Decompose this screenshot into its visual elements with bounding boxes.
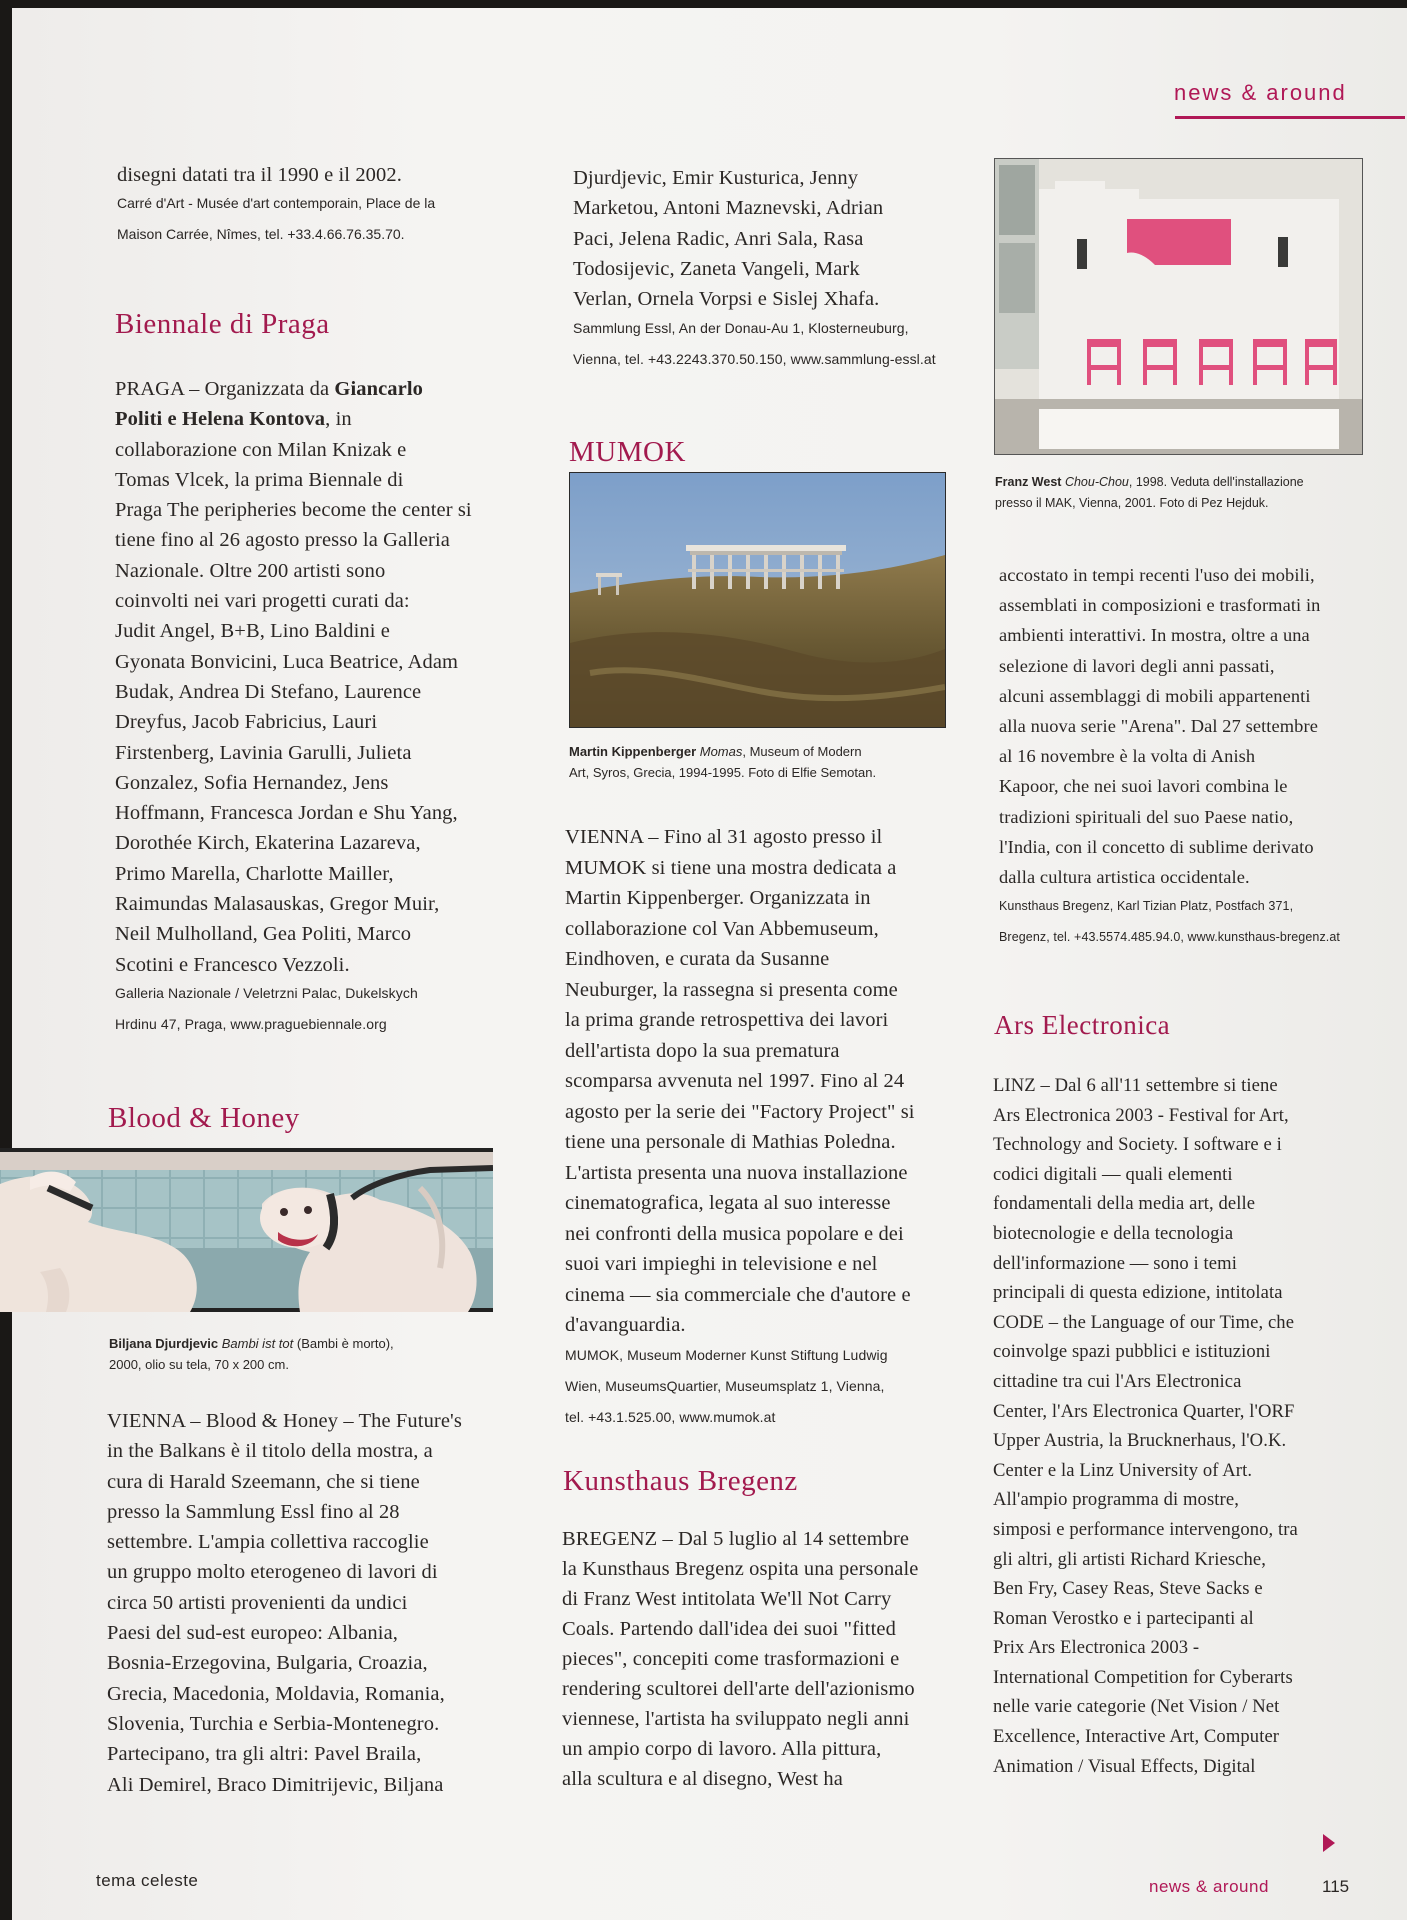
ars-line: fondamentali della media art, delle — [993, 1193, 1256, 1215]
carre-tail — [117, 160, 537, 250]
mumok-line: scomparsa avvenuta nel 1997. Fino al 24 — [565, 1070, 905, 1092]
mumok-line: collaborazione col Van Abbemuseum, — [565, 917, 879, 940]
west-caption — [995, 472, 1375, 514]
ars-line: Prix Ars Electronica 2003 - — [993, 1637, 1200, 1659]
praga-line: Primo Marella, Charlotte Mailler, — [115, 862, 394, 885]
bregenz-info-line2: Bregenz, tel. +43.5574.485.94.0, www.kunsthaus-bregenz.at — [999, 930, 1340, 945]
blood-line: presso la Sammlung Essl fino al 28 — [107, 1500, 400, 1523]
bregenz-cont-line: tradizioni spirituali del suo Paese natio, — [999, 806, 1294, 827]
mumok-line: L'artista presenta una nuova installazione — [565, 1161, 908, 1184]
praga-line: Nazionale. Oltre 200 artisti sono — [115, 559, 386, 582]
bregenz-line: pieces", concepiti come trasformazioni e — [562, 1648, 900, 1670]
blood-honey-article — [107, 1406, 527, 1800]
praga-info-line2: Hrdinu 47, Praga, www.praguebiennale.org — [115, 1015, 387, 1032]
bregenz-cont-line: alcuni assemblaggi di mobili appartenenti — [999, 685, 1311, 706]
blood-cont-line: Djurdjevic, Emir Kusturica, Jenny — [573, 167, 859, 189]
praga-line: tiene fino al 26 agosto presso la Galleria — [115, 529, 450, 552]
mumok-line: la prima grande retrospettiva dei lavori — [565, 1009, 889, 1031]
dogs-caption-line1: Biljana Djurdjevic Bambi ist tot (Bambi è morto), — [109, 1336, 394, 1351]
bregenz-line: alla scultura e al disegno, West ha — [562, 1768, 843, 1790]
ars-line: principali di questa edizione, intitolata — [993, 1282, 1283, 1304]
ars-line: gli altri, gli artisti Richard Kriesche, — [993, 1548, 1267, 1570]
blood-line: Slovenia, Turchia e Serbia-Montenegro. — [107, 1712, 440, 1735]
blood-cont-line: Verlan, Ornela Vorpsi e Sislej Xhafa. — [573, 288, 880, 311]
ars-line: Center e la Linz University of Art. — [993, 1459, 1253, 1481]
mumok-info-line2: Wien, MuseumsQuartier, Museumsplatz 1, Vienna, — [565, 1377, 885, 1394]
dogs-painting-illustration — [0, 1148, 493, 1312]
blood-cont-line: Paci, Jelena Radic, Anri Sala, Rasa — [573, 227, 864, 250]
mumok-line: tiene una personale di Mathias Poledna. — [565, 1131, 896, 1153]
mumok-line: agosto per la serie dei "Factory Project" si — [565, 1100, 915, 1123]
bregenz-cont-line: accostato in tempi recenti l'uso dei mobili, — [999, 565, 1315, 585]
blood-honey-continued — [573, 163, 973, 375]
ars-line: dell'informazione — sono i temi — [993, 1252, 1237, 1274]
bregenz-cont-line: dalla cultura artistica occidentale. — [999, 867, 1250, 888]
mumok-line: cinema — sia commerciale che d'autore e — [565, 1283, 911, 1306]
syros-caption — [569, 741, 969, 783]
header-rule — [1175, 116, 1405, 119]
praga-line: coinvolti nei vari progetti curati da: — [115, 590, 410, 613]
blood-line: Partecipano, tra gli altri: Pavel Braila, — [107, 1743, 422, 1766]
ars-line: nelle varie categorie (Net Vision / Net — [993, 1696, 1280, 1718]
bregenz-line: un ampio corpo di lavoro. Alla pittura, — [562, 1738, 882, 1760]
ars-line: Ars Electronica 2003 - Festival for Art, — [993, 1104, 1289, 1126]
mumok-line: Martin Kippenberger. Organizzata in — [565, 887, 871, 909]
dogs-caption — [109, 1333, 499, 1375]
blood-honey-heading: Blood & Honey — [108, 1102, 300, 1134]
praga-line: Neil Mulholland, Gea Politi, Marco — [115, 923, 412, 946]
praga-line: Dorothée Kirch, Ekaterina Lazareva, — [115, 832, 421, 855]
bregenz-heading: Kunsthaus Bregenz — [563, 1465, 798, 1497]
praga-line: Budak, Andrea Di Stefano, Laurence — [115, 680, 422, 703]
mumok-line: suoi vari impieghi in televisione e nel — [565, 1253, 878, 1275]
blood-cont-line: Todosijevic, Zaneta Vangeli, Mark — [573, 257, 860, 280]
mumok-line: Eindhoven, e curata da Susanne — [565, 948, 830, 970]
bregenz-line: di Franz West intitolata We'll Not Carry — [562, 1588, 892, 1610]
ars-article — [993, 1071, 1378, 1781]
ars-line: cittadine tra cui l'Ars Electronica — [993, 1370, 1242, 1392]
mumok-line: MUMOK si tiene una mostra dedicata a — [565, 856, 897, 879]
bregenz-cont-line: al 16 novembre è la volta di Anish — [999, 746, 1256, 767]
ars-line: Center, l'Ars Electronica Quarter, l'ORF — [993, 1400, 1295, 1422]
ars-line: coinvolge spazi pubblici e istituzioni — [993, 1341, 1271, 1363]
ars-line: Excellence, Interactive Art, Computer — [993, 1726, 1280, 1748]
syros-caption-line2: Art, Syros, Grecia, 1994-1995. Foto di Elfie Semotan. — [569, 765, 877, 780]
mumok-article — [565, 822, 965, 1433]
bregenz-cont-line: assemblati in composizioni e trasformati in — [999, 595, 1321, 616]
ars-line: codici digitali — quali elementi — [993, 1163, 1233, 1185]
ars-line: International Competition for Cyberarts — [993, 1666, 1293, 1688]
essl-info-line1: Sammlung Essl, An der Donau-Au 1, Klosterneuburg, — [573, 320, 909, 337]
magazine-name: tema celeste — [96, 1871, 199, 1890]
ars-line: LINZ – Dal 6 all'11 settembre si tiene — [993, 1075, 1278, 1096]
bregenz-line: BREGENZ – Dal 5 luglio al 14 settembre — [562, 1528, 910, 1550]
bregenz-cont-line: l'India, con il concetto di sublime derivato — [999, 836, 1314, 857]
mumok-line: VIENNA – Fino al 31 agosto presso il — [565, 826, 883, 848]
praga-line: Praga The peripheries become the center si — [115, 499, 472, 522]
ars-line: Roman Verostko e i partecipanti al — [993, 1607, 1254, 1629]
syros-landscape-illustration — [570, 473, 945, 727]
ars-line: Ben Fry, Casey Reas, Steve Sacks e — [993, 1578, 1263, 1600]
ars-heading: Ars Electronica — [994, 1010, 1171, 1040]
praga-line: Firstenberg, Lavinia Garulli, Julieta — [115, 741, 412, 764]
praga-heading: Biennale di Praga — [115, 308, 330, 340]
mumok-line: dell'artista dopo la sua prematura — [565, 1039, 840, 1062]
next-page-arrow-icon — [1323, 1834, 1335, 1852]
blood-line: VIENNA – Blood & Honey – The Future's — [107, 1410, 462, 1432]
bregenz-line: viennese, l'artista ha sviluppato negli anni — [562, 1708, 910, 1730]
mumok-line: Neuburger, la rassegna si presenta come — [565, 978, 898, 1001]
west-caption-line2: presso il MAK, Vienna, 2001. Foto di Pez Hejduk. — [995, 496, 1269, 510]
bregenz-cont-line: selezione di lavori degli anni passati, — [999, 655, 1275, 676]
blood-cont-line: Marketou, Antoni Maznevski, Adrian — [573, 197, 884, 220]
bregenz-line: Coals. Partendo dall'idea dei suoi "fitted — [562, 1618, 896, 1640]
blood-line: Paesi del sud-est europeo: Albania, — [107, 1622, 399, 1645]
bregenz-cont-line: Kapoor, che nei suoi lavori combina le — [999, 776, 1288, 797]
syros-caption-line1: Martin Kippenberger Momas, Museum of Modern — [569, 744, 862, 759]
ars-line: Upper Austria, la Brucknerhaus, l'O.K. — [993, 1430, 1287, 1452]
footer-section: news & around — [1149, 1877, 1269, 1896]
chou-chou-illustration — [995, 159, 1362, 454]
praga-line: Gonzalez, Sofia Hernandez, Jens — [115, 771, 389, 794]
bregenz-line: la Kunsthaus Bregenz ospita una personale — [562, 1558, 919, 1580]
praga-line: Politi e Helena Kontova, in — [115, 408, 352, 431]
praga-line: Judit Angel, B+B, Lino Baldini e — [115, 620, 390, 643]
praga-line: Tomas Vlcek, la prima Biennale di — [115, 468, 404, 491]
ars-line: CODE – the Language of our Time, che — [993, 1311, 1295, 1333]
section-header: news & around — [1174, 80, 1347, 105]
praga-line: Hoffmann, Francesca Jordan e Shu Yang, — [115, 802, 458, 825]
praga-info-line1: Galleria Nazionale / Veletrzni Palac, Dukelskych — [115, 984, 418, 1001]
mumok-line: cinematografica, legata al suo interesse — [565, 1192, 891, 1214]
mumok-line: nei confronti della musica popolare e dei — [565, 1222, 904, 1245]
magazine-page — [12, 8, 1407, 1920]
bregenz-continued — [999, 560, 1379, 953]
carre-info-line1: Carré d'Art - Musée d'art contemporain, Place de la — [117, 195, 436, 212]
bregenz-cont-line: alla nuova serie "Arena". Dal 27 settembre — [999, 716, 1318, 737]
bregenz-article — [562, 1524, 972, 1794]
page-number: 115 — [1322, 1877, 1350, 1896]
praga-line: Gyonata Bonvicini, Luca Beatrice, Adam — [115, 650, 459, 673]
west-caption-line1: Franz West Chou-Chou, 1998. Veduta dell'installazione — [995, 475, 1304, 489]
chou-chou-installation-photo — [994, 158, 1363, 455]
ars-line: All'ampio programma di mostre, — [993, 1489, 1239, 1511]
praga-line: Dreyfus, Jacob Fabricius, Lauri — [115, 711, 378, 734]
blood-line: in the Balkans è il titolo della mostra, a — [107, 1440, 433, 1463]
praga-line: PRAGA – Organizzata da Giancarlo — [115, 378, 423, 400]
carre-info-line2: Maison Carrée, Nîmes, tel. +33.4.66.76.35.70. — [117, 226, 405, 243]
praga-line: Raimundas Malasauskas, Gregor Muir, — [115, 893, 440, 916]
blood-line: Bosnia-Erzegovina, Bulgaria, Croazia, — [107, 1652, 428, 1675]
praga-article — [115, 374, 535, 1040]
blood-line: un gruppo molto eterogeneo di lavori di — [107, 1561, 438, 1584]
carre-tail-text: disegni datati tra il 1990 e il 2002. — [117, 164, 402, 186]
ars-line: Technology and Society. I software e i — [993, 1134, 1282, 1156]
mumok-heading: MUMOK — [569, 436, 686, 468]
blood-line: cura di Harald Szeemann, che si tiene — [107, 1470, 420, 1493]
praga-line: collaborazione con Milan Knizak e — [115, 438, 407, 461]
praga-line: Scotini e Francesco Vezzoli. — [115, 953, 350, 976]
mumok-info-line3: tel. +43.1.525.00, www.mumok.at — [565, 1408, 776, 1425]
bregenz-cont-line: ambienti interattivi. In mostra, oltre a una — [999, 625, 1310, 646]
mumok-info-line1: MUMOK, Museum Moderner Kunst Stiftung Ludwig — [565, 1346, 888, 1363]
bregenz-line: rendering scultorei dell'arte dell'azionismo — [562, 1678, 915, 1700]
essl-info-line2: Vienna, tel. +43.2243.370.50.150, www.sammlung-essl.at — [573, 351, 936, 368]
bambi-ist-tot-painting — [0, 1148, 493, 1312]
blood-line: settembre. L'ampia collettiva raccoglie — [107, 1531, 429, 1554]
mumok-line: d'avanguardia. — [565, 1314, 686, 1336]
ars-line: simposi e performance intervengono, tra — [993, 1518, 1298, 1540]
bregenz-info-line1: Kunsthaus Bregenz, Karl Tizian Platz, Postfach 371, — [999, 899, 1294, 914]
momas-syros-photo — [569, 472, 946, 728]
ars-line: Animation / Visual Effects, Digital — [993, 1755, 1256, 1777]
blood-line: Ali Demirel, Braco Dimitrijevic, Biljana — [107, 1773, 444, 1796]
ars-line: biotecnologie e della tecnologia — [993, 1222, 1234, 1244]
blood-line: circa 50 artisti provenienti da undici — [107, 1591, 408, 1614]
dogs-caption-line2: 2000, olio su tela, 70 x 200 cm. — [109, 1357, 289, 1372]
blood-line: Grecia, Macedonia, Moldavia, Romania, — [107, 1682, 445, 1705]
